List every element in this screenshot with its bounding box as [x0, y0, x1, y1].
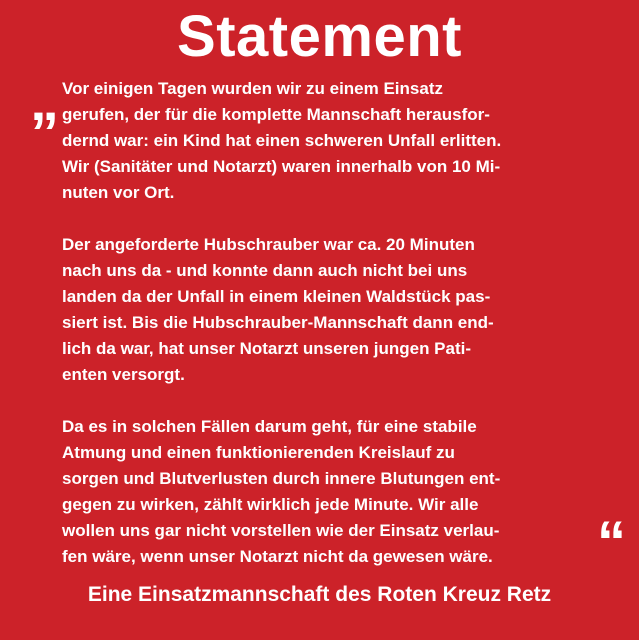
- text-line: Da es in solchen Fällen darum geht, für eine stabile: [62, 417, 477, 436]
- opening-quote-mark: „: [30, 68, 59, 133]
- signature-line: Eine Einsatzmannschaft des Roten Kreuz Retz: [87, 583, 552, 606]
- paragraph-1: [62, 76, 622, 206]
- text-line: siert ist. Bis die Hubschrauber-Mannschaft dann end-: [62, 313, 494, 332]
- text-line: nuten vor Ort.: [62, 183, 175, 202]
- text-line: dernd war: ein Kind hat einen schweren Unfall erlitten.: [62, 131, 502, 150]
- text-line: wollen uns gar nicht vorstellen wie der Einsatz verlau-: [62, 521, 500, 540]
- text-line: lich da war, hat unser Notarzt unseren jungen Pati-: [62, 339, 472, 358]
- text-line: landen da der Unfall in einem kleinen Waldstück pas-: [62, 287, 491, 306]
- closing-quote-mark: “: [597, 510, 626, 575]
- text-line: Vor einigen Tagen wurden wir zu einem Einsatz: [62, 79, 443, 98]
- page-title: Statement: [177, 4, 462, 69]
- text-line: Der angeforderte Hubschrauber war ca. 20 Minuten: [62, 235, 475, 254]
- text-line: fen wäre, wenn unser Notarzt nicht da gewesen wäre.: [62, 547, 493, 566]
- paragraph-2: [62, 232, 622, 388]
- text-line: Wir (Sanitäter und Notarzt) waren innerhalb von 10 Mi-: [62, 157, 501, 176]
- text-line: nach uns da - und konnte dann auch nicht bei uns: [62, 261, 468, 280]
- paragraph-3: [62, 414, 622, 570]
- text-line: enten versorgt.: [62, 365, 185, 384]
- text-line: sorgen und Blutverlusten durch innere Blutungen ent-: [62, 469, 501, 488]
- text-line: Atmung und einen funktionierenden Kreislauf zu: [62, 443, 455, 462]
- text-line: gegen zu wirken, zählt wirklich jede Minute. Wir alle: [62, 495, 479, 514]
- statement-body: [62, 76, 622, 570]
- text-line: gerufen, der für die komplette Mannschaft herausfor-: [62, 105, 490, 124]
